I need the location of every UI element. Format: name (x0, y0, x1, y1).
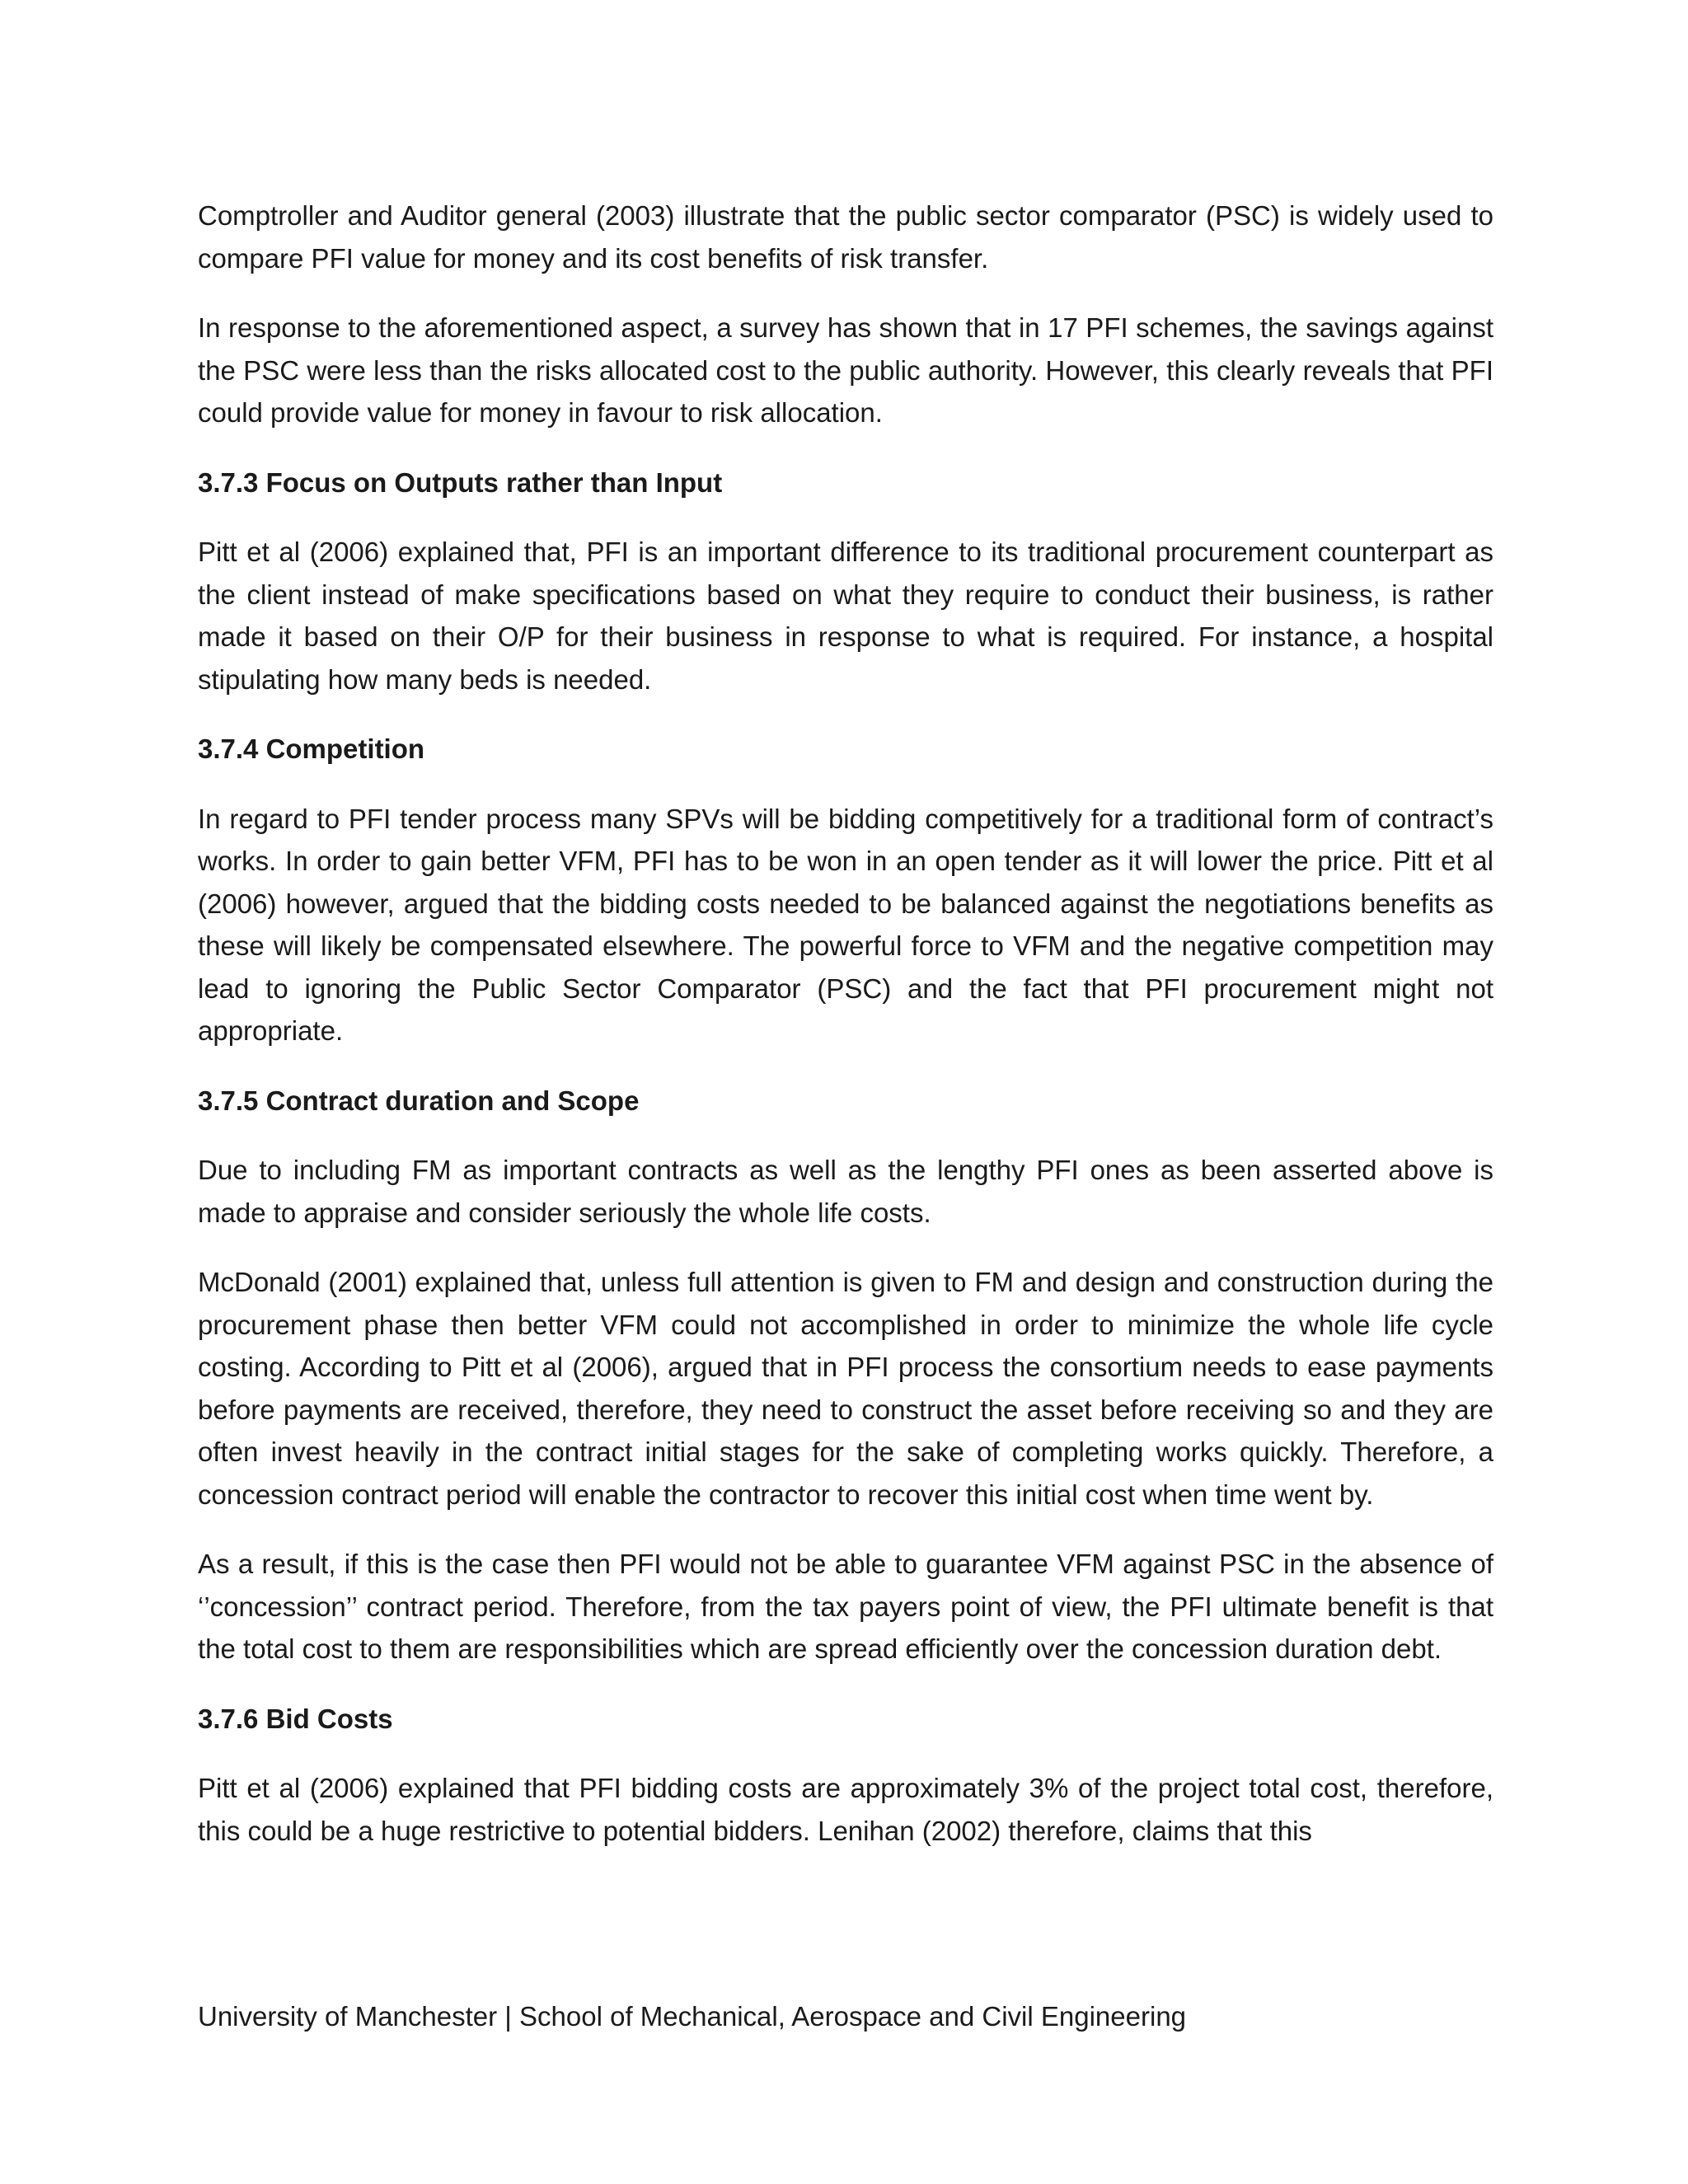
document-body (198, 194, 1493, 1879)
paragraph-psc-intro: Comptroller and Auditor general (2003) illustrate that the public sector comparator (PSC) is widely used to compare PFI value for money and its cost benefits of risk transfer. (198, 200, 1493, 274)
paragraph-concession: As a result, if this is the case then PFI would not be able to guarantee VFM against PSC in the absence of ‘’concession’’ contract period. Therefore, from the tax payers point of view, the PFI ultimate benefit is that the total cost to them are responsibilities which are spread efficiently over the concession duration debt. (198, 1549, 1493, 1664)
paragraph-competition: In regard to PFI tender process many SPVs will be bidding competitively for a traditional form of contract’s works. In order to gain better VFM, PFI has to be won in an open tender as it will lower the price. Pitt et al (2006) however, argued that the bidding costs needed to be balanced against the negotiations benefits as these will likely be compensated elsewhere. The powerful force to VFM and the negative competition may lead to ignoring the Public Sector Comparator (PSC) and the fact that PFI procurement might not appropriate. (198, 803, 1493, 1046)
paragraph-mcdonald: McDonald (2001) explained that, unless full attention is given to FM and design and construction during the procurement phase then better VFM could not accomplished in order to minimize the whole life cycle costing. According to Pitt et al (2006), argued that in PFI process the consortium needs to ease payments before payments are received, therefore, they need to construct the asset before receiving so and they are often invest heavily in the contract initial stages for the sake of completing works quickly. Therefore, a concession contract period will enable the contractor to recover this initial cost when time went by. (198, 1267, 1493, 1510)
paragraph-fm-contracts: Due to including FM as important contracts as well as the lengthy PFI ones as been asserted above is made to appraise and consider seriously the whole life costs. (198, 1155, 1493, 1228)
paragraph-bid-costs: Pitt et al (2006) explained that PFI bidding costs are approximately 3% of the project total cost, therefore, this could be a huge restrictive to potential bidders. Lenihan (2002) therefore, claims that this (198, 1773, 1493, 1846)
section-heading-3-7-6: 3.7.6 Bid Costs (198, 1703, 393, 1734)
paragraph-outputs: Pitt et al (2006) explained that, PFI is an important difference to its traditional procurement counterpart as the client instead of make specifications based on what they require to conduct their business, is rather made it based on their O/P for their business in response to what is required. For instance, a hospital stipulating how many beds is needed. (198, 537, 1493, 695)
page-footer: University of Manchester | School of Mechanical, Aerospace and Civil Engineering (198, 2001, 1187, 2032)
section-heading-3-7-3: 3.7.3 Focus on Outputs rather than Input (198, 466, 723, 498)
section-heading-3-7-5: 3.7.5 Contract duration and Scope (198, 1085, 640, 1116)
section-heading-3-7-4: 3.7.4 Competition (198, 733, 425, 764)
paragraph-survey: In response to the aforementioned aspect, a survey has shown that in 17 PFI schemes, the savings against the PSC were less than the risks allocated cost to the public authority. However, this clearly reveals that PFI could provide value for money in favour to risk allocation. (198, 312, 1493, 428)
